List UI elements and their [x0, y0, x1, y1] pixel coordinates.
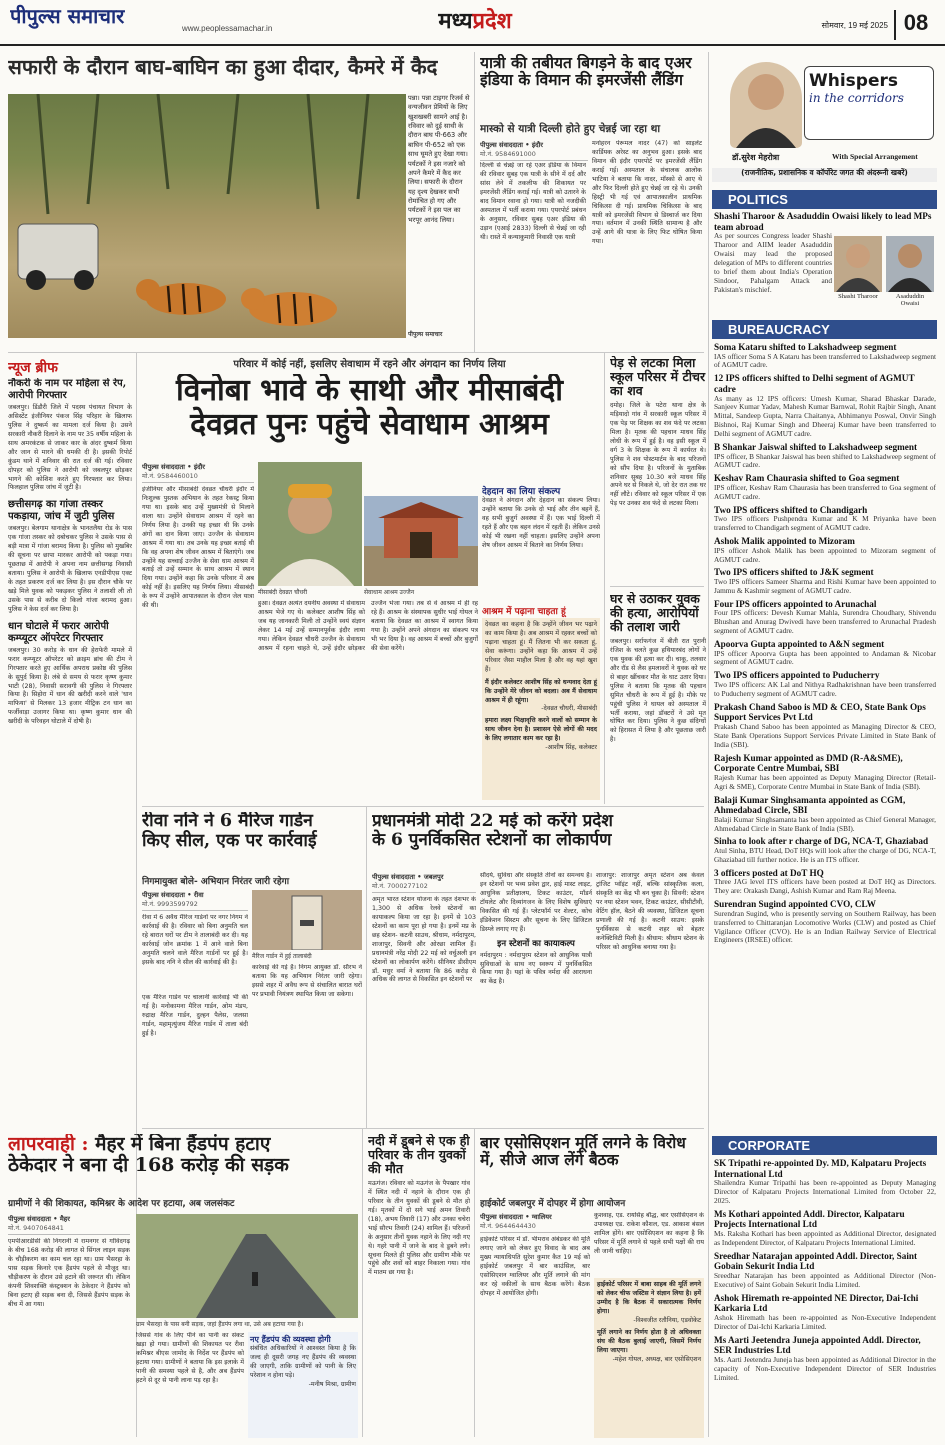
- bureaucracy-item-body: Two IPS officers Sameer Sharma and Rishi Kumar have been appointed to Jammu & Kashmir segment of AGMUT cadre.: [714, 576, 936, 595]
- bureaucracy-item: [714, 567, 936, 595]
- corporate-item-body: Sreedhar Natarajan has been appointed as Additional Director (Non-Executive) of Saint Gobain Sekurit India Limited.: [714, 1270, 936, 1289]
- maihar-mobile: मो.नं. 9407064841: [8, 1223, 130, 1235]
- bureaucracy-item: [714, 899, 936, 945]
- corporate-item-head: Sreedhar Natarajan appointed Addl. Director, Saint Gobain Sekurit India Ltd: [714, 1250, 918, 1272]
- modi-subhead: इन स्टेशनों का कायाकल्प: [497, 938, 575, 949]
- bureaucracy-item-head: Apoorva Gupta appointed to A&N segment: [714, 639, 885, 650]
- bar-quote-1-by: -विश्वजीत रतौनिया, एडवोकेट: [633, 1316, 701, 1324]
- bar-quote-1: हाईकोर्ट परिसर में बाबा साहब की मूर्ति लगने को लेकर चीफ जस्टिस ने संज्ञान लिया है। हमें उम्मीद है कि बैठक में सकारात्मक निर्णय होगा।: [597, 1281, 701, 1315]
- whispers-title: Whispers in the corridors: [804, 66, 934, 140]
- maihar-col-1: एमपीआरडीसी की निगरानी में रामनगर से गोविंदगढ़ के बीच 168 करोड़ की लागत से सिंगल लाइन सड़क के चौड़ीकरण का काम चल रहा था। ग्राम भैसरहा के पास सड़क किनारे एक हैंडपंप पहले से मौजूद था। चौड़ीकरण के दौरान उसे हटाने की जरूरत थी। लेकिन कंपनी शिवशक्ति कंस्ट्रक्शन के ठेकेदार ने हैंडपंप को बिना हटाए ही सड़क बना दी, जिससे हैंडपंप सड़क के बीच में आ गया।: [8, 1238, 130, 1308]
- flight-col-1: दिल्ली से चेन्नई जा रहे एअर इंडिया के विमान की रविवार सुबह एक यात्री के सीने में दर्द और सांस लेने में तकलीफ की शिकायत पर इमरजेंसी लैंडिंग कराई गई। यात्री को उतारने के बाद विमान रवाना हो गया। यात्री को नजदीकी अस्पताल में भर्ती कराया गया। एयरपोर्ट प्रबंधन के अनुसार, रविवार सुबह एअर इंडिया की उड़ान (एआई 2833) दिल्ली से चेन्नई जा रही थी। रास्ते में कन्याकुमारी निवासी एक यात्री: [480, 162, 586, 241]
- vinoba-kicker: परिवार में कोई नहीं, इसलिए सेवाधाम में रहने और अंगदान का निर्णय लिया: [233, 359, 506, 370]
- whispers-tagline: (राजनीतिक, प्रशासनिक व कॉर्पोरेट जगत की अंदरूनी खबरें): [712, 168, 937, 182]
- bureaucracy-item-body: IPS officer, B Shankar Jaiswal has been shifted to Lakshadweep segment of AGMUT cadre.: [714, 451, 936, 470]
- bureaucracy-item: [714, 342, 936, 370]
- rewa-mobile: मो.नं. 9993599792: [142, 899, 248, 911]
- vinoba-col-1: इंजीनियर और मीसाबंदी देवव्रत चौधरी इंदौर में निःशुल्क पुस्तक अभियान के तहत रेकस्ट्र किया गया था। इसके बाद उन्हें मुख्यमंत्री से मिलाने वाला था। उन्होंने सेवाधाम आश्रम में रहने का निर्णय लिया है। उनकी यह इच्छा थी कि उनके अंगों का दान किया जाए। उज्जैन के सेवाधाम आश्रम में गया था। तब उनके यह इच्छा बताई थी कि वह अपना शेष जीवन आश्रम में बिताएंगे। जब उन्होंने यह सच्चाई उज्जैन के सेवा धाम आश्रम में बताई तो उन्हें सम्मान के साथ आश्रम में स्थान दिया गया। उन्होंने कहा कि उनके परिवार में अब कोई नहीं है। इसलिए यह निर्णय लिया। मीसाबंदी के रूप में उन्होंने आपातकाल के दौरान जेल यात्रा की थी।: [142, 486, 254, 610]
- modi-col-1: अमृत भारत स्टेशन योजना के तहत देशभर के 1,300 से अधिक रेलवे स्टेशनों का कायाकल्प किया जा रहा है। इनमें से 103 स्टेशनों का काम पूरा हो गया है। इनमें मप्र के छह स्टेशन- कटनी साउथ, श्रीधाम, नर्मदापुरम, शाजापुर, सिवनी और ओरछा शामिल हैं। प्रधानमंत्री नरेंद्र मोदी 22 मई को वर्चुअली इन स्टेशनों का लोकार्पण करेंगे। सीनियर डीसीएम डॉ. मधुर वर्मा ने बताया कि 86 करोड़ से अधिक की लागत से विकसित इन स्टेशनों पर: [372, 896, 476, 984]
- bureaucracy-item-body: Prakash Chand Saboo has been appointed as Managing Director & CEO, State Bank Operations Support Services Private Limited in State Bank of India (SBI).: [714, 721, 936, 749]
- brief-item: [8, 499, 132, 614]
- bureaucracy-item: [714, 702, 936, 750]
- rewa-photo: [252, 890, 362, 950]
- bar-col-2: कुशवाह, एड. रायसिंह बौद्ध, बार एसोसिएशन के उपाध्यक्ष एड. राकेश कौशल, एड. आकाश बंसल शामिल होंगे। बार एसोसिएशन का कहना है कि परिसर में मूर्ति लगाने से पहले सभी पक्षों की राय ली जानी चाहिए।: [594, 1212, 704, 1255]
- bureaucracy-item-head: 3 officers posted at DoT HQ: [714, 867, 824, 878]
- flight-headline: यात्री की तबीयत बिगड़ने के बाद एअर इंडिया के विमान की इमरजेंसी लैंडिंग: [480, 54, 692, 90]
- modi-col-2: सौंदर्य, सुविधा और संस्कृति तीनों का समन्वय है। इन स्टेशनों पर भव्य प्रवेश द्वार, हाई मास्ट लाइट, आधुनिक प्रतीक्षालय, टिकट काउंटर, मॉडर्न टॉयलेट और दिव्यांगजन के लिए विशेष सुविधाएं विकसित की गई हैं। प्लेटफॉर्म पर शेल्टर, कोच इंडिकेशन सिस्टम और सूचना के लिए डिजिटल डिस्प्ले लगाए गए हैं। इन स्टेशनों का कायाकल्प नर्मदापुरम : नर्मदापुरम स्टेशन को आधुनिक यात्री सुविधाओं के साथ नए स्वरूप में पुनर्विकसित किया गया है। यहां के पवित्र नर्मदा की आराधना का केंद्र है।: [480, 872, 592, 986]
- bureaucracy-item-head: Soma Kataru shifted to Lakshadweep segment: [714, 342, 897, 352]
- politics-label: POLITICS: [712, 190, 937, 209]
- rewa-deck: निगमायुक्त बोले- अभियान निरंतर जारी रहेगा: [142, 877, 290, 887]
- corporate-list: [714, 1158, 936, 1438]
- maihar-kicker: लापरवाही :: [8, 1134, 89, 1155]
- garden-gate-photo: [252, 890, 362, 950]
- bureaucracy-item: [714, 670, 936, 698]
- brief-item-body: जबलपुर। बेलगाम थानाक्षेत्र के भानतलैया रोड के पास एक गांजा तस्कर को दबोचकर पुलिस ने उसके पास से बड़ी मात्रा में गांजा बरामद किया है। पुलिस को मुखबिर की सूचना पर छापा मारकर आरोपी को पकड़ा गया। पूछताछ में आरोपी ने अपना नाम छत्तीसगढ़ निवासी बताया। पुलिस ने आरोपी के खिलाफ एनडीपीएस एक्ट के तहत प्रकरण दर्ज कर लिया है। इस दौरान चौके पर खड़े मिले युवक को पकड़कर पुलिस ने तलाशी ली तो उसके पास से करीब दो किलो गांजा बरामद हुआ। पुलिस ने केस दर्ज कर लिया है।: [8, 525, 132, 613]
- tiger-photo-scene: [8, 94, 406, 338]
- brief-item: [8, 621, 132, 727]
- maihar-photo: [136, 1214, 358, 1318]
- ashram-gate: [364, 496, 478, 586]
- vinoba-mobile: मो.नं. 9584460010: [142, 471, 254, 483]
- rewa-photo-cap: मैरिज गार्डन में हुई तालाबंदी: [252, 953, 312, 960]
- bar-city: ग्वालियर: [531, 1213, 552, 1221]
- vinoba-col-2: हुआ। देवव्रत अत्यंत दयनीय अवस्था में सेवाधाम आश्रम भेजे गए थे। कलेक्टर आशीष सिंह को जब यह जानकारी मिली तो उन्होंने स्वयं संज्ञान लेकर 14 मई उन्हें सम्मानपूर्वक इंदौर लाया गया। लेकिन देवव्रत चौधरी उज्जैन के सेवाधाम आश्रम में रहना चाहते थे, उन्हें इंदौर छोड़कर उज्जैन भेजा गया। तब से वे आश्रम में ही रह रहे हैं। आश्रम के संस्थापक सुधीर भाई गोयल ने बताया कि देवव्रत का आश्रम में स्वागत किया गया है। उन्होंने अपने अंगदान का संकल्प पत्र भी भर दिया है। वह आश्रम में बच्चों और बुजुर्गों की सेवा करेंगे।: [258, 600, 478, 652]
- corporate-label: CORPORATE: [712, 1136, 937, 1155]
- tiger-caption: पन्ना। पन्ना टाइगर रिजर्व से वन्यजीवन प्रेमियों के लिए खुशखबरी सामने आई है। रविवार को दुई साथी के दौरान बाघ पी-663 और बाघिन पी-652 को एक साथ घूमते हुए देखा गया। पर्यटकों ने इस नजारे को अपने कैमरे में कैद कर लिया। सफारी के दौरान यह दृश्य देखकर सभी रोमांचित हो गए और पर्यटकों ने इस पल का भरपूर आनंद लिया।: [408, 94, 470, 224]
- modi-city: जबलपुर: [423, 873, 444, 881]
- brief-item: [8, 378, 132, 493]
- brief-item-head: धान घोटाले में फरार आरोपी कम्प्यूटर ऑपरेटर गिरफ्तार: [8, 620, 109, 644]
- vinoba-side-2-box: देवव्रत का कहना है कि उन्होंने जीवन भर पढ़ाने का काम किया है। अब आश्रम में रहकर बच्चों को पढ़ाना चाहता हूं। मैं जितना भी कर सकता हूं, सेवा करूंगा। उन्होंने कहा कि आश्रम में उन्हें परिवार जैसा माहौल मिला है और वह यहां खुश हैं। मैं इंदौर कलेक्टर आशीष सिंह को धन्यवाद देता हूं कि उन्होंने मेरे जीवन को बदला। अब मैं सेवाधाम आश्रम में ही रहूंगा। -देवव्रत चौधरी, मीसाबंदी हमारा लक्ष्य भिक्षावृत्ति करने वालों को सम्मान के साथ जीवन देना है। प्रशासन ऐसे लोगों की मदद के लिए लगातार काम कर रहा है। -आशीष सिंह, कलेक्टर: [482, 618, 600, 800]
- bureaucracy-item-body: IPS officer, Keshav Ram Chaurasia has been transferred to Goa segment of AGMUT cadre.: [714, 482, 936, 501]
- photo-owaisi: [886, 236, 934, 292]
- bureaucracy-item-head: Two IPS officers shifted to Chandigarh: [714, 504, 868, 515]
- bureaucracy-item-body: Three JAG level ITS officers have been posted at DoT HQ as Directors. They are: Orakash Dangi, Ashish Kumar and Ram Raj Meena.: [714, 877, 936, 896]
- bureaucracy-item: [714, 536, 936, 564]
- bureaucracy-item: [714, 442, 936, 470]
- brief-item-head: नौकरी के नाम पर महिला से रेप, आरोपी गिरफ्तार: [8, 378, 127, 401]
- maihar-city: मैहर: [59, 1215, 70, 1223]
- photo-owaisi-cap: Asaduddin Owaisi: [895, 293, 925, 307]
- flight-byline: पीपुल्स संवाददाता: [480, 141, 524, 149]
- corporate-item-body: Ms. Raksha Kothari has been appointed as Additional Director, designated as Independent Director, of Kalpataru Projects International Limited.: [714, 1228, 936, 1247]
- columnist-name: डॉ.सुरेश मेहरोत्रा: [732, 153, 780, 162]
- bureaucracy-item-head: Prakash Chand Saboo is MD & CEO, State Bank Ops Support Services Pvt Ltd: [714, 701, 926, 723]
- politics-item: Shashi Tharoor & Asaduddin Owaisi likely to lead MPs team abroad As per sources Congress leader Shashi Tharoor and AIIM leader Asaduddin Owaisi may lead the proposed delegation of MPs to different countries to brief them about India's Operation Sindoor, Pahalgam Attack and Pakistan's mischief.: [714, 211, 932, 294]
- rewa-col-3: कार्रवाई की गई है। निगम आयुक्त डॉ. सौरभ ने बताया कि यह अभियान निरंतर जारी रहेगा। इससे शहर में अवैध रूप से संचालित बारात घरों पर प्रभावी नियंत्रण स्थापित किया जा सकेगा।: [252, 964, 362, 998]
- flight-col-2: मनोहरन पेरूमल नादर (47) को साइलेंट कार्डियक अरेस्ट का अनुभव हुआ। इसके बाद विमान की इंदौर एयरपोर्ट पर इमरजेंसी लैंडिंग कराई गई। अस्पताल के संचालक आलोक भाटिया ने बताया कि नादर, मॉस्को से आए थे और फिर दिल्ली होते हुए चेन्नई जा रहे थे। उनकी हिस्ट्री भी गई एवं आपातकालीन प्राथमिक चिकित्सा दी गई। प्राथमिक चिकित्सा के बाद यात्री को इमरजेंसी विभाग से डिस्चार्ज कर दिया गया। वर्तमान में उनकी स्थिति सामान्य है और उन्हें आगे की यात्रा के लिए फिट घोषित किया गया।: [592, 140, 702, 246]
- vinoba-quote-1: मैं इंदौर कलेक्टर आशीष सिंह को धन्यवाद देता हूं कि उन्होंने मेरे जीवन को बदला। अब मैं सेवाधाम आश्रम में ही रहूंगा।: [485, 678, 597, 704]
- bureaucracy-item-head: B Shankar Jaiswal shifted to Lakshadweep segment: [714, 441, 918, 452]
- news-brief-label: न्यूज ब्रीफ: [8, 360, 58, 376]
- corporate-item-head: Ashok Hiremath re-appointed NE Director, Dai-Ichi Karkaria Ltd: [714, 1292, 919, 1314]
- maihar-byline: पीपुल्स संवाददाता: [8, 1215, 52, 1223]
- road-photo: [136, 1214, 358, 1318]
- corporate-item-head: Ms Kothari appointed Addl. Director, Kalpataru Projects International Ltd: [714, 1208, 905, 1230]
- vinoba-photo-2-cap: सेवाधाम आश्रम उज्जैन: [364, 589, 415, 596]
- vinoba-side-1: देहदान का लिया संकल्प देवव्रत ने अंगदान और देहदान का संकल्प लिया। उन्होंने बताया कि उनके दो भाई और तीन बहनें हैं, वह सभी बुजुर्ग अवस्था में हैं। एक भाई दिल्ली में रहते हैं और एक बहन लंदन में रहती हैं। लेकिन उनसे कोई भी रखना नहीं चाहता। इसलिए उन्होंने अपना शेष जीवन आश्रम में बिताने का निर्णय लिया।: [482, 487, 600, 549]
- rewa-col-2: एक मैरिज गार्डन पर चालानी कार्रवाई भी की गई है। मनोकामना मैरिज गार्डन, ओम मंडप, रुद्राक्ष मैरिज गार्डन, दुल्हन पैलेस, जलसा गार्डन, महामृत्युंजय मैरिज गार्डन में ताला बंदी हुई है।: [142, 994, 248, 1037]
- vinoba-city: इंदौर: [193, 463, 205, 471]
- rewa-byline: पीपुल्स संवाददाता: [142, 891, 186, 899]
- bar-quote-2: मूर्ति लगाने का निर्णय होता है तो अधिवक्ता संघ की बैठक बुलाई जाएगी, जिसमें निर्णय लिया जाएगा।: [597, 1328, 701, 1354]
- corporate-item-body: Shailendra Kumar Tripathi has been re-appointed as Deputy Managing Director of Kalpataru Projects International Limited from October 22, 2025.: [714, 1178, 936, 1205]
- bureaucracy-item: [714, 639, 936, 667]
- bureaucracy-item: [714, 868, 936, 896]
- bureaucracy-item-body: Atul Sinha, BTU Head, DoT HQs will look after the charge of DG, NCA-T, Ghaziabad till further notice. He is an ITS officer.: [714, 846, 936, 864]
- vinoba-quote-1-by: -देवव्रत चौधरी, मीसाबंदी: [541, 705, 597, 713]
- bureaucracy-item-head: Keshav Ram Chaurasia shifted to Goa segment: [714, 473, 900, 484]
- vinoba-quote-2: हमारा लक्ष्य भिक्षावृत्ति करने वालों को सम्मान के साथ जीवन देना है। प्रशासन ऐसे लोगों की मदद के लिए लगातार काम कर रहा है।: [485, 717, 597, 743]
- tiger-photo: [8, 94, 406, 338]
- flight-deck: मास्को से यात्री दिल्ली होते हुए चेन्नई जा रहा था: [480, 123, 661, 135]
- maihar-deck: ग्रामीणों ने की शिकायत, कमिश्नर के आदेश पर हटाया, अब जलसंकट: [8, 1199, 235, 1209]
- maihar-headline: लापरवाही : मैहर में बिना हैंडपंप हटाए ठेकेदार ने बना दी 168 करोड़ की सड़क: [8, 1134, 289, 1177]
- bureaucracy-item-head: Four IPS officers appointed to Arunachal: [714, 598, 877, 609]
- bureaucracy-item-body: Two IPS officers: AK Lal and Nithya Radhakrishnan have been transferred to Puducherry segment of AGMUT cadre.: [714, 679, 936, 698]
- corporate-item: [714, 1335, 936, 1383]
- corporate-item-body: Ms. Aarti Jeetendra Juneja has been appointed as Additional Director in the capacity of Non-Executive Independent Director of SER Industries Limited.: [714, 1354, 936, 1382]
- person-icon: [730, 62, 802, 148]
- bureaucracy-item: [714, 795, 936, 834]
- masthead: [0, 0, 945, 46]
- bureaucracy-item-body: As many as 12 IPS officers: Umesh Kumar, Sharad Bhaskar Darade, Sanjeev Kumar Yadav, Mahesh Kumar Barnwal, Rohit Rajbir Singh, Anant Mittal, Sandeep Gupta, Narra Chaitanya, Abhimanyu Poswal, Onvir Singh Bishnoi, Raj Kumar Singh and Dheeraj Kumar have been transferred to Delhi segment of AGMUT cadre.: [714, 393, 936, 439]
- rewa-city: रीवा: [193, 891, 204, 899]
- bar-quotes: [594, 1278, 704, 1438]
- bureaucracy-item: [714, 373, 936, 439]
- vinoba-photo-1-cap: मीसाबंदी देवव्रत चौधरी: [258, 589, 308, 596]
- murder-story: घर से उठाकर युवक की हत्या, आरोपियों की तलाश जारी जबलपुर। सर्राफगंज में बीती रात पुरानी रंजिश के चलते कुछ हथियारबंद लोगों ने एक युवक की हत्या कर दी। चाकू, तलवार और रॉड से लैस हमलावरों ने युवक को घर से बाहर खींचकर मौत के घाट उतार दिया। पुलिस ने बताया कि मृतक की पहचान सुमित चौधरी के रूप में हुई है। मौके पर पहुंची पुलिस ने घायल को अस्पताल में भर्ती कराया, जहां डॉक्टरों ने उसे मृत घोषित कर दिया। पुलिस ने कुछ संदिग्धों को हिरासत में लिया है और पूछताछ जारी है।: [610, 592, 706, 744]
- modi-mobile: मो.नं. 7000277102: [372, 881, 476, 893]
- brief-item-head: छत्तीसगढ़ का गांजा तस्कर पकड़ाया, जांच में जुटी पुलिस: [8, 499, 115, 523]
- bureaucracy-item: [714, 599, 936, 636]
- bureaucracy-item-head: 12 IPS officers shifted to Delhi segment of AGMUT cadre: [714, 373, 915, 394]
- modi-col-3: शाजापुर: शाजापुर अमृत स्टेशन अब केवल ट्रांजिट प्वॉइंट नहीं, बल्कि सांस्कृतिक कला, संस्कृति का केंद्र भी बन चुका है। सिवनी: स्टेशन पर नया स्टेशन भवन, टिकट काउंटर, सीसीटीवी, वेटिंग हॉल, बैठने की व्यवस्था, डिजिटल सूचना प्रणाली की गई है। कटनी साउथ: इसके पुनर्विकास से कटनी शहर को बेहतर कनेक्टिविटी मिली है। श्रीधाम: श्रीधाम स्टेशन के परिसर को आधुनिक बनाया गया है।: [596, 872, 704, 951]
- corporate-item: [714, 1293, 936, 1332]
- bureaucracy-item-head: Two IPS officers appointed to Puducherry: [714, 670, 880, 681]
- bureaucracy-item-head: Balaji Kumar Singhsamanta appointed as CGM, Ahmedabad Circle, SBI: [714, 794, 906, 816]
- bureaucracy-item: [714, 753, 936, 792]
- vinoba-byline: पीपुल्स संवाददाता: [142, 463, 186, 471]
- bureaucracy-item: [714, 505, 936, 533]
- whispers-header: [712, 58, 937, 186]
- vinoba-portrait: [258, 462, 362, 586]
- bureaucracy-item-head: Rajesh Kumar appointed as DMD (R-A&SME), Corporate Centre Mumbai, SBI: [714, 752, 903, 774]
- photo-tharoor-cap: Shashi Tharoor: [838, 293, 878, 300]
- bar-byline: पीपुल्स संवाददाता: [480, 1213, 524, 1221]
- tiger-credit: पीपुल्स समाचार: [408, 331, 443, 338]
- bureaucracy-item-head: Sinha to look after r charge of DG, NCA-T, Ghaziabad: [714, 836, 929, 847]
- rewa-headline: रीवा ननि ने 6 मैरिज गार्डन किए सील, एक पर कार्रवाई: [142, 812, 317, 851]
- section-name: [410, 5, 540, 37]
- bureaucracy-item-body: Balaji Kumar Singhsamanta has been appointed as Chief General Manager, Ahmedabad Circle in State Bank of India (SBI).: [714, 814, 936, 833]
- bar-mobile: मो.नं. 9644644430: [480, 1221, 590, 1233]
- bureaucracy-item-body: Surendran Sugind, who is presently serving on Southern Railway, has been transferred to Chittaranjan Locomotive Works (CLW) and posted as Chief Vigilance Officer (CVO). He is an Indian Railway Service of Electrical Engineers (IRSEE) officer.: [714, 908, 936, 945]
- bureaucracy-item-body: IAS officer Soma S A Kataru has been transferred to Lakshadweep segment of AGMUT cadre.: [714, 351, 936, 370]
- vinoba-photo-2: [364, 496, 478, 586]
- modi-headline: प्रधानमंत्री मोदी 22 मई को करेंगे प्रदेश के 6 पुनर्विकसित स्टेशनों का लोकार्पण: [372, 812, 613, 851]
- columnist-photo: [730, 62, 802, 148]
- bar-quote-2-by: -महेश गोयल, अध्यक्ष, बार एसोसिएशन: [612, 1355, 701, 1363]
- corporate-item-head: SK Tripathi re-appointed Dy. MD, Kalpataru Projects International Ltd: [714, 1158, 927, 1179]
- brief-item-body: जबलपुर। डिंडौरी जिले में पदस्थ पंचायत विभाग के असिस्टेंट इंजीनियर पंकज सिंह परिहार के खिलाफ पुलिस ने दुष्कर्म का मामला दर्ज किया है। उसने सरकारी नौकरी दिलाने के नाम पर 35 वर्षीय महिला के साथ अमरकंटक से जाकर कार के अंदर दुष्कर्म किया और जान से मारने की धमकी दी है। इसकी रिपोर्ट कुंडम थाने में शनिवार की रात दर्ज की गई। रविवार दोपहर को पुलिस ने आरोपी को जबलपुर छोड़कर भागने की कोशिश करते हुए गिरफ्तार कर लिया। फिलहाल पुलिस जांच में जुटी है।: [8, 404, 132, 492]
- bar-col-1: हाईकोर्ट परिसर में डॉ. भीमराव अंबेडकर की मूर्ति लगाए जाने को लेकर हुए विवाद के बाद अब मुख्य न्यायाधिपति सुरेश कुमार कैत 19 मई को हाईकोर्ट जबलपुर में बार काउंसिल, बार एसोसिएशन ग्वालियर और मूर्ति लगाने की मांग कर रहे वकीलों के साथ बैठक करेंगे। बैठक दोपहर में आयोजित होगी।: [480, 1236, 590, 1297]
- bureaucracy-item-body: IPS officer Ashok Malik has been appointed to Mizoram segment of AGMUT cadre.: [714, 545, 936, 564]
- modi-byline: पीपुल्स संवाददाता: [372, 873, 416, 881]
- maihar-side-by: -मनीष मिश्रा, ग्रामीण: [308, 1380, 356, 1388]
- maihar-col-2: जिससे गांव के लिए पीने का पानी का संकट खड़ा हो गया। ग्रामीणों की शिकायत पर रीवा कमिश्नर बीएस जामोद के निर्देश पर हैंडपंप को हटाया गया। ग्रामीणों ने बताया कि इस इलाके में पानी की समस्या पहले से है, और अब हैंडपंप हटने से दूर से पानी लाना पड़ रहा है।: [136, 1332, 244, 1384]
- rewa-col-1: रीवा में 6 अवैध मैरिज गार्डनों पर नगर निगम ने कार्रवाई की है। रविवार को बिना अनुमति चल रहे बारात घरों पर टीम ने तालाबंदी कर दी। यह कार्रवाई जोन क्रमांक 1 में आने वाले बिना अनुमति चलने वाले मैरिज गार्डनों पर हुई है। इसके बाद ननि ने सील की कार्रवाई की है।: [142, 914, 248, 966]
- arrangement: With Special Arrangement: [832, 152, 918, 161]
- corporate-item: [714, 1251, 936, 1290]
- section-left: मध्य: [438, 8, 473, 34]
- bureaucracy-item-head: Two IPS officers shifted to J&K segment: [714, 567, 874, 578]
- tiger-headline: सफारी के दौरान बाघ-बाघिन का हुआ दीदार, कैमरे में कैद: [8, 56, 438, 79]
- flight-city: इंदौर: [531, 141, 543, 149]
- brief-item-body: जबलपुर। 30 करोड़ के धान की हेराफेरी मामले में फरार कम्प्यूटर ऑपरेटर को क्राइम ब्रांच की टीम ने गिरफ्तार करते हुए आर्थिक अपराध प्रकोष्ठ की पुलिस के सुपुर्द किया है। लंबे से समय से फरार कृष्ण कुमार भाटी (28), निवासी सरावगी की पुलिस ने गिरफ्तार किया है। सिहोरा में धान की खरीदी करने वाले 'धान माफिया' से मिलकर 13 हजार मीट्रिक टन धान का फर्जीवाड़ा उजागर किया था। कृष्ण कुमार धान की खरीदी के परिवहन घोटाले में दोषी है।: [8, 646, 132, 726]
- bureaucracy-list: [714, 342, 936, 1132]
- vinoba-quote-2-by: -आशीष सिंह, कलेक्टर: [545, 744, 597, 752]
- corporate-item: [714, 1158, 936, 1206]
- bureaucracy-item-body: IPS officer Apoorva Gupta has been appointed to Andaman & Nicobar segment of AGMUT cadre.: [714, 648, 936, 667]
- corporate-item-head: Ms Aarti Jeetendra Juneja appointed Addl. Director, SER Industries Ltd: [714, 1334, 921, 1356]
- corporate-item: [714, 1209, 936, 1248]
- issue-date: सोमवार, 19 मई 2025: [821, 21, 888, 30]
- flight-mobile: मो.नं. 9584691000: [480, 149, 588, 161]
- section-right: प्रदेश: [472, 8, 512, 34]
- bureaucracy-item-body: Rajesh Kumar has been appointed as Deputy Managing Director (Retail-Agri & SME), Corporate Centre Mumbai in State Bank of India (SBI).: [714, 772, 936, 791]
- vinoba-headline: विनोबा भावे के साथी और मीसाबंदी देवव्रत पुनः पहुंचे सेवाधाम आश्रम: [175, 374, 564, 442]
- bureaucracy-item-head: Surendran Sugind appointed CVO, CLW: [714, 899, 876, 910]
- bureaucracy-item: [714, 473, 936, 501]
- bureaucracy-item-body: Two IPS officers Pushpendra Kumar and K M Priyanka have been transferred to Chandigarh segment of AGMUT cadre.: [714, 514, 936, 533]
- page-number: 08: [894, 10, 936, 40]
- bureaucracy-item-head: Ashok Malik appointed to Mizoram: [714, 536, 855, 547]
- bureaucracy-label: BUREAUCRACY: [712, 320, 937, 339]
- vinoba-photo-1: [258, 462, 362, 586]
- bureaucracy-item-body: Four IPS officers: Devesh Kumar Mahla, Surendra Choudhary, Shivendu Bhushan and Anurag Dwivedi have been transferred to Arunachal Pradesh segment of AGMUT cadre.: [714, 608, 936, 636]
- bar-headline: बार एसोसिएशन मूर्ति लगने के विरोध में, सीजे आज लेंगे बैठक: [480, 1134, 686, 1170]
- maihar-side: नए हैंडपंप की व्यवस्था होगी संबंधित अधिकारियों ने आश्वस्त किया है कि जल्द ही दूसरी जगह नए हैंडपंप की व्यवस्था की जाएगी, ताकि ग्रामीणों को पानी के लिए परेशान न होना पड़े। -मनीष मिश्रा, ग्रामीण: [248, 1332, 358, 1438]
- bar-deck: हाईकोर्ट जबलपुर में दोपहर में होगा आयोजन: [480, 1199, 626, 1209]
- website: www.peoplessamachar.in: [182, 24, 273, 33]
- photo-tharoor: [834, 236, 882, 292]
- teacher-story: पेड़ से लटका मिला स्कूल परिसर में टीचर का शव दमोह। जिले के पटेरा थाना क्षेत्र के मड़ियादो गांव में सरकारी स्कूल परिसर में एक पेड़ पर शिक्षक का शव फंदे पर लटका मिला है। मृतक की पहचान माधव सिंह लोधी के रूप में हुई है। वह इसी स्कूल में वर्ग 3 के शिक्षक के रूप में कार्यरत थे। पुलिस ने शव पोस्टमार्टम के बाद परिजनों को सौंप दिया है। परिजनों के मुताबिक शनिवार सुबह 10.30 बजे माधव सिंह अपने घर से निकले थे, जो देर रात तक घर नहीं लौटे। रविवार को स्कूल परिसर में एक पेड़ पर उनका शव फंदे से लटका मिला।: [610, 356, 706, 508]
- politics-photos: [834, 236, 936, 310]
- vinoba-side-2: आश्रम में पढ़ाना चाहता हूं: [482, 607, 566, 617]
- drown-story: नदी में डूबने से एक ही परिवार के तीन युवकों की मौत मऊगंज। रविवार को मऊगंज के पैपखार गांव में स्थित नदी में नहाने के दौरान एक ही परिवार के तीन युवकों की डूबने से मौत हो गई। मृतकों में दो सगे भाई अमन तिवारी (18), अभय तिवारी (17) और उनका चचेरा भाई सौरभ तिवारी (24) शामिल हैं। परिजनों के अनुसार तीनों युवक नहाने के लिए नदी गए थे। गहरे पानी में जाने के बाद वे डूबने लगे। सूचना मिलते ही पुलिस और ग्रामीण मौके पर पहुंचे और शवों को बाहर निकाला गया। गांव में मातम छा गया है।: [368, 1134, 470, 1277]
- brand-logo: पीपुल्स समाचार: [10, 4, 125, 28]
- bureaucracy-item: [714, 836, 936, 864]
- corporate-item-body: Ashok Hiremath has been re-appointed as Non-Executive Independent Director of Dai-Ichi Karkaria Limited.: [714, 1312, 936, 1331]
- maihar-photo-cap: ग्राम भैसरहा के पास बनी सड़क, जहां हैंडपंप लगा था, उसे अब हटाया गया है।: [136, 1321, 304, 1328]
